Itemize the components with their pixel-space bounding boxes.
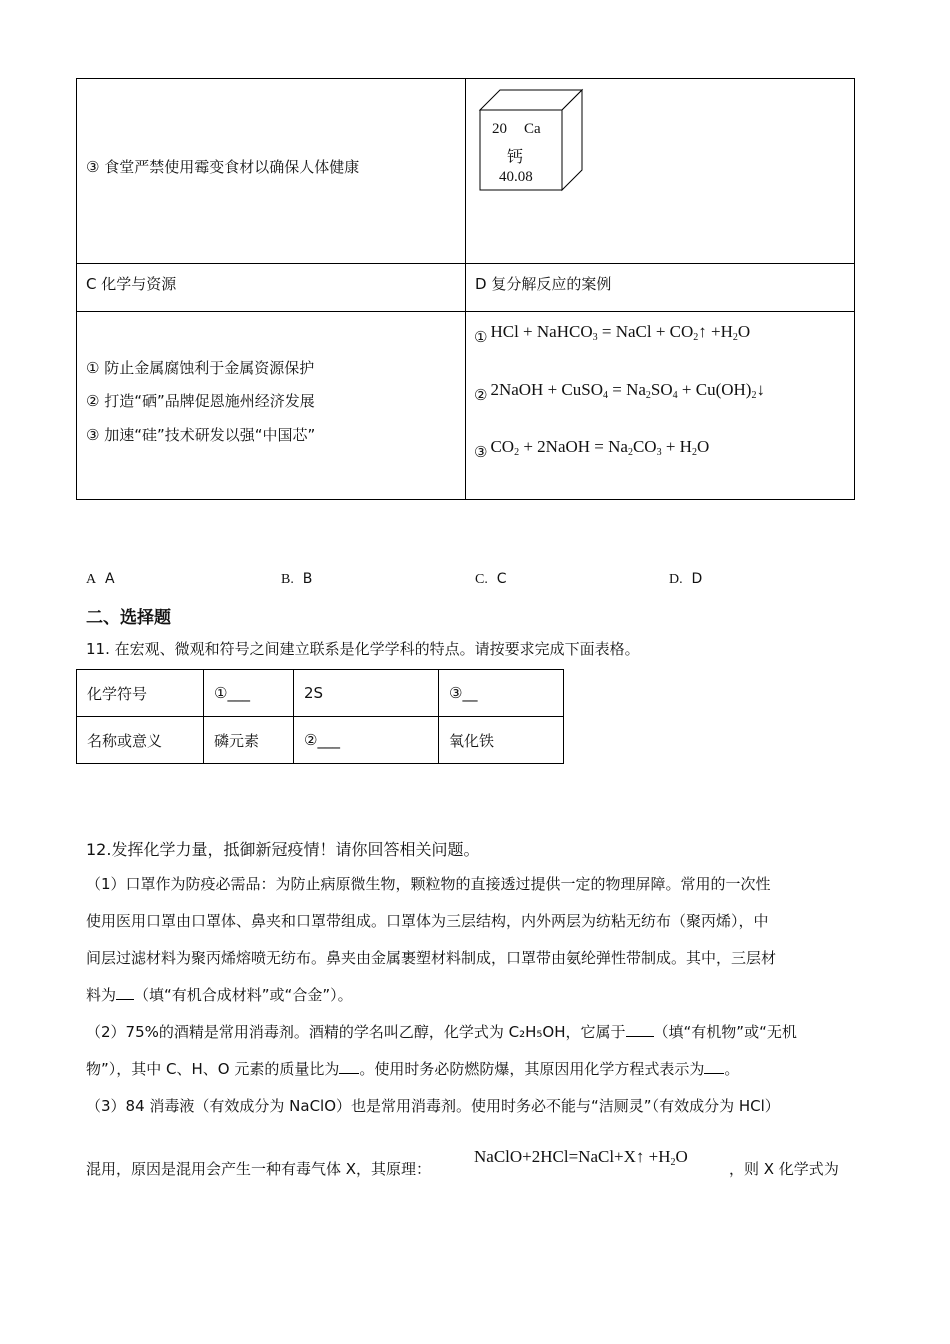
q12-p2-line2: 物”），其中 C、H、O 元素的质量比为 。使用时务必防燃防爆，其原因用化学方程式表示为 。 bbox=[86, 1060, 740, 1078]
top-table-row-line bbox=[76, 311, 855, 312]
top-table-row-line bbox=[76, 263, 855, 264]
choice-b[interactable]: B. B bbox=[281, 571, 313, 587]
resource-item-3: ③ 加速“硅”技术研发以强“中国芯” bbox=[86, 426, 316, 444]
q12-p2-line1: （2）75%的酒精是常用消毒剂。酒精的学名叫乙醇，化学式为 C₂H₅OH，它属于 （填“有机物”或“无机 bbox=[86, 1023, 797, 1041]
table-row bbox=[77, 670, 564, 717]
equation-naclo: NaClO+2HCl=NaCl+X↑ $+H_2O$ bbox=[474, 1147, 688, 1168]
element-name: 钙 bbox=[507, 147, 524, 166]
resource-item-1: ① 防止金属腐蚀利于金属资源保护 bbox=[86, 359, 315, 377]
element-mass: 40.08 bbox=[499, 169, 533, 185]
equation-2: ② 2NaOH + CuSO$_4$ = $Na_2SO_4$ + $Cu(OH)_2↓$ bbox=[474, 380, 765, 404]
header-d: D 复分解反应的案例 bbox=[475, 275, 612, 293]
top-table-divider bbox=[465, 78, 466, 500]
table-cell: 磷元素 bbox=[204, 717, 294, 764]
equation-3: ③ $CO_2$ + 2NaOH = $Na_2CO_3 + H_2O$ bbox=[474, 437, 710, 461]
q12-p1-line4: 料为 （填“有机合成材料”或“合金”）。 bbox=[86, 986, 353, 1004]
section-title: 二、选择题 bbox=[86, 608, 171, 628]
q12-p1-line3: 间层过滤材料为聚丙烯熔喷无纺布。鼻夹由金属裹塑材料制成，口罩带由氨纶弹性带制成。其中，三层材 bbox=[86, 949, 777, 967]
q12-p3-line1: （3）84 消毒液（有效成分为 NaClO）也是常用消毒剂。使用时务必不能与“洁厕灵”（有效成分为 HCl） bbox=[86, 1097, 780, 1115]
equation-1: ① HCl + NaHCO$_3$ = NaCl + $CO_2↑ +H_2O$ bbox=[474, 322, 751, 346]
element-symbol: Ca bbox=[524, 121, 541, 137]
table-cell: 2S bbox=[294, 670, 439, 717]
q12-p1-line1: （1）口罩作为防疫必需品：为防止病原微生物，颗粒物的直接透过提供一定的物理屏障。常用的一次性 bbox=[86, 875, 771, 893]
q12-p3-line2a: 混用，原因是混用会产生一种有毒气体 X，其原理： bbox=[86, 1160, 432, 1178]
answer-blank-1[interactable]: ①___ bbox=[204, 670, 294, 717]
table-cell: 化学符号 bbox=[77, 670, 204, 717]
table-cell: 氧化铁 bbox=[439, 717, 564, 764]
q11-stem: 11. 在宏观、微观和符号之间建立联系是化学学科的特点。请按要求完成下面表格。 bbox=[86, 640, 640, 658]
element-number: 20 bbox=[492, 121, 507, 137]
choice-a[interactable]: A A bbox=[86, 571, 115, 587]
q12-p1-line2: 使用医用口罩由口罩体、鼻夹和口罩带组成。口罩体为三层结构，内外两层为纺粘无纺布（聚丙烯），中 bbox=[86, 912, 769, 930]
food-safety-item: ③ 食堂严禁使用霉变食材以确保人体健康 bbox=[86, 158, 360, 176]
answer-blank-2[interactable]: ②___ bbox=[294, 717, 439, 764]
table-cell: 名称或意义 bbox=[77, 717, 204, 764]
choice-d[interactable]: D. D bbox=[669, 571, 703, 587]
header-c: C 化学与资源 bbox=[86, 275, 177, 293]
q12-p3-line2b: ，则 X 化学式为 bbox=[729, 1160, 839, 1178]
answer-blank-3[interactable]: ③__ bbox=[439, 670, 564, 717]
answer-blank[interactable] bbox=[116, 985, 134, 1000]
table-row bbox=[77, 717, 564, 764]
answer-blank[interactable] bbox=[704, 1059, 724, 1074]
answer-blank[interactable] bbox=[626, 1022, 654, 1037]
choice-c[interactable]: C. C bbox=[475, 571, 507, 587]
answer-blank[interactable] bbox=[339, 1059, 359, 1074]
resource-item-2: ② 打造“硒”品牌促恩施州经济发展 bbox=[86, 392, 315, 410]
q11-table bbox=[76, 669, 564, 764]
q12-stem: 12.发挥化学力量，抵御新冠疫情！请你回答相关问题。 bbox=[86, 840, 480, 859]
